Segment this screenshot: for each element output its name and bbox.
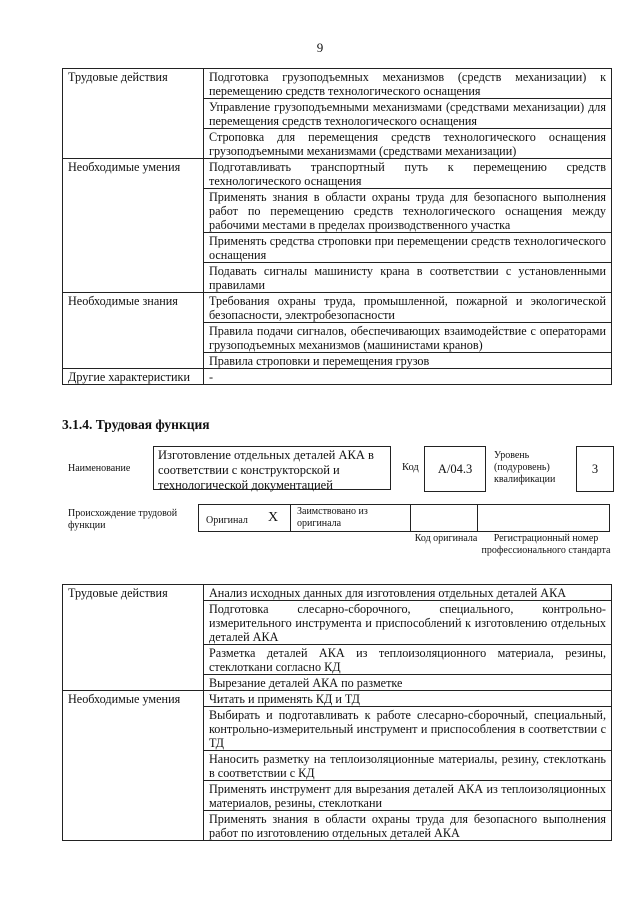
row-label: Необходимые умения: [63, 691, 204, 841]
row-value: Подготовка грузоподъемных механизмов (средств механизации) к перемещению средств технологического оснащения: [204, 69, 612, 99]
row-value: Применять средства строповки при перемещении средств технологического оснащения: [204, 233, 612, 263]
row-value: Правила строповки и перемещения грузов: [204, 353, 612, 369]
row-value: Подавать сигналы машинисту крана в соответствии с установленными правилами: [204, 263, 612, 293]
qualification-level-label: Уровень (подуровень) квалификации: [494, 450, 556, 485]
borrowed-cell: Заимствовано из оригинала: [290, 504, 411, 532]
row-label: Другие характеристики: [63, 369, 204, 385]
function-name-value: Изготовление отдельных деталей АКА в соответствии с конструкторской и технологической документацией: [153, 446, 391, 490]
row-label: Необходимые умения: [63, 159, 204, 293]
section-title: 3.1.4. Трудовая функция: [62, 417, 210, 432]
original-label: Оригинал: [206, 515, 248, 526]
row-value: Подготавливать транспортный путь к перемещению средств технологического оснащения: [204, 159, 612, 189]
row-value: Подготовка слесарно-сборочного, специального, контрольно-измерительного инструмента и приспособлений к изготовлению отдельных деталей АКА: [204, 601, 612, 645]
row-value: Применять знания в области охраны труда для безопасного выполнения работ по изготовлению отдельных деталей АКА: [204, 811, 612, 841]
function-code-label: Код: [402, 462, 419, 473]
original-mark: X: [268, 510, 279, 525]
row-value: Применять инструмент для вырезания деталей АКА из теплоизоляционных материалов, резины, стеклоткани: [204, 781, 612, 811]
function-code-value: А/04.3: [424, 446, 486, 492]
row-value: Управление грузоподъемными механизмами (средствами механизации) для перемещения средств технологического оснащения: [204, 99, 612, 129]
row-label: Необходимые знания: [63, 293, 204, 369]
competency-table-1: [62, 68, 612, 385]
table-row: [63, 159, 612, 189]
row-value: Строповка для перемещения средств технологического оснащения грузоподъемными механизмами (средствами механизации): [204, 129, 612, 159]
reg-number-cell: [477, 504, 610, 532]
row-value: Правила подачи сигналов, обеспечивающих взаимодействие с операторами грузоподъемных механизмов (машинистами кранов): [204, 323, 612, 353]
row-value: Вырезание деталей АКА по разметке: [204, 675, 612, 691]
function-origin-label: Происхождение трудовой функции: [68, 508, 178, 531]
table-row: [63, 691, 612, 707]
table-row: [63, 293, 612, 323]
competency-table-2: [62, 584, 612, 841]
row-label: Трудовые действия: [63, 585, 204, 691]
qualification-level-value: 3: [576, 446, 614, 492]
row-value: Разметка деталей АКА из теплоизоляционного материала, резины, стеклоткани согласно КД: [204, 645, 612, 675]
row-value: Анализ исходных данных для изготовления отдельных деталей АКА: [204, 585, 612, 601]
reg-number-caption: Регистрационный номер профессионального стандарта: [481, 533, 611, 556]
row-value: Требования охраны труда, промышленной, пожарной и экологической безопасности, электробезопасности: [204, 293, 612, 323]
row-value: Применять знания в области охраны труда для безопасного выполнения работ по перемещению средств технологического оснащения между рабочими местами в пределах производственного участка: [204, 189, 612, 233]
original-cell: [198, 504, 291, 532]
table-row: [63, 369, 612, 385]
table-row: [63, 585, 612, 601]
page-number: 9: [316, 40, 324, 55]
code-origin-cell: [410, 504, 478, 532]
origin-row: [199, 504, 612, 532]
table-row: [63, 69, 612, 99]
row-value: Выбирать и подготавливать к работе слесарно-сборочный, специальный, контрольно-измерительный инструмент и приспособления в соответствии с ТД: [204, 707, 612, 751]
row-value: -: [204, 369, 612, 385]
row-value: Читать и применять КД и ТД: [204, 691, 612, 707]
row-label: Трудовые действия: [63, 69, 204, 159]
function-name-label: Наименование: [68, 463, 131, 474]
code-origin-caption: Код оригинала: [414, 533, 478, 544]
row-value: Наносить разметку на теплоизоляционные материалы, резину, стеклоткань в соответствии с КД: [204, 751, 612, 781]
